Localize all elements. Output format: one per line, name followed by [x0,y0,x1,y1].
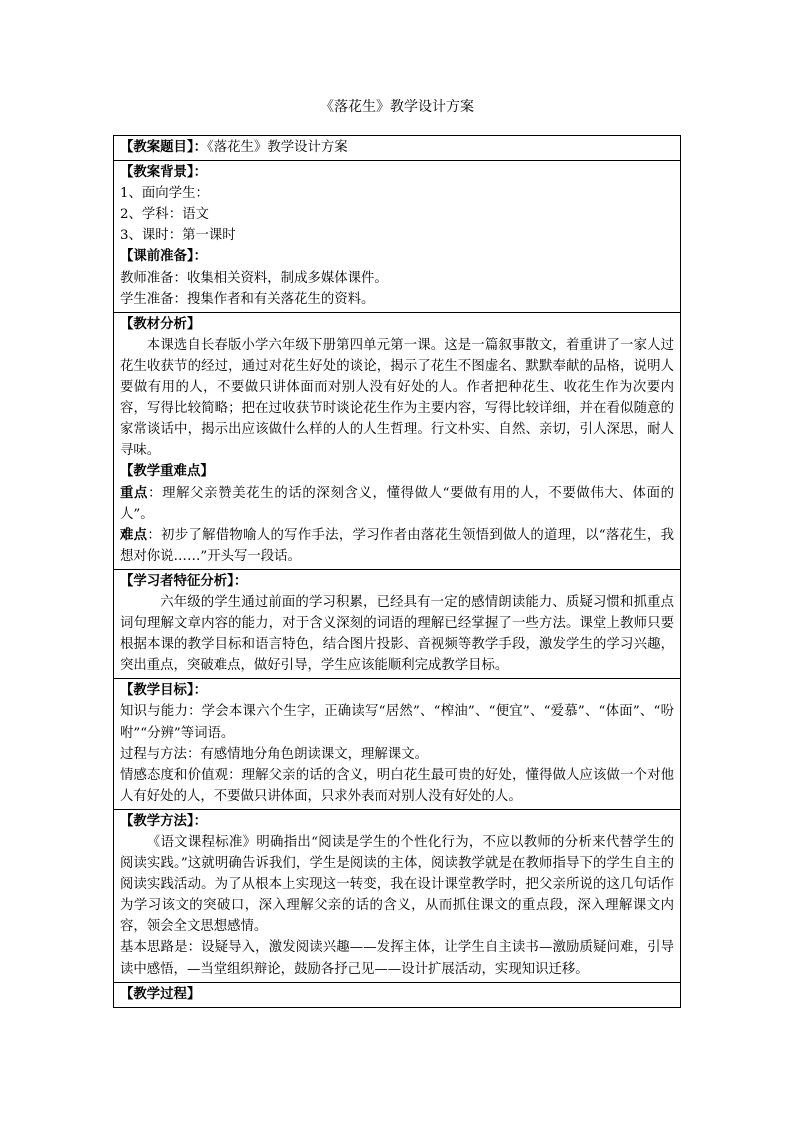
topic-heading: 【教案题目】： [120,139,208,155]
goal-item: 过程与方法：有感情地分角色朗读课文，理解课文。 [120,746,428,762]
row-methods [114,809,681,982]
prep-heading: 【课前准备】： [120,248,208,265]
cell-learners [114,569,681,678]
learners-heading: 【学习者特征分析】： [120,572,248,589]
methods-heading: 【教学方法】： [120,812,208,829]
goal-item: 情感态度和价值观：理解父亲的话的含义，明白花生最可贵的好处，懂得做人应该做一个对他人有好处的人，不要做只讲体面，只求外表而对别人没有好处的人。 [120,767,674,804]
prep-line: 学生准备：搜集作者和有关落花生的资料。 [120,291,375,307]
process-heading: 【教学过程】 [120,985,201,1002]
difficulty-text: ：初步了解借物喻人的写作手法，学习作者由落花生领悟到做人的道理，以“落花生，我想对你说……”开头写一段话。 [120,527,675,564]
cell-process [114,982,681,1007]
cell-background [114,161,681,313]
focus-text: ：理解父亲赞美花生的话的深刻含义，懂得做人“要做有用的人，不要做伟大、体面的人”。 [120,485,675,522]
difficulty-paragraph [120,525,674,567]
focus-paragraph [120,483,674,525]
row-process [114,982,681,1007]
lesson-plan-table [113,135,681,1008]
document-title: 《落花生》教学设计方案 [320,99,474,115]
background-heading: 【教案背景】： [120,164,208,181]
analysis-text: 本课选自长春版小学六年级下册第四单元第一课。这是一篇叙事散文，着重讲了一家人过花生收获节的经过，通过对花生好处的谈论，揭示了花生不图虚名、默默奉献的品格，说明人要做有用的人，不要做只讲体面而对别人没有好处的人。作者把种花生、收花生作为次要内容，写得比较简略；把在过收获节时谈论花生作为主要内容，写得比较详细，并在看似随意的家常谈话中，揭示出应该做什么样的人的人生哲理。行文朴实、自然、亲切，引人深思，耐人寻味。 [120,337,674,459]
difficulty-label: 难点 [120,526,148,543]
row-goals [114,679,681,810]
background-line: 2、学科：语文 [120,207,209,223]
row-analysis [114,312,681,569]
row-topic [114,136,681,161]
cell-analysis [114,312,681,569]
keypoints-heading: 【教学重难点】 [120,463,214,480]
methods-paragraph: 《语文课程标准》明确指出“阅读是学生的个性化行为，不应以教师的分析来代替学生的阅读实践。”这就明确告诉我们，学生是阅读的主体，阅读教学就是在教师指导下的学生自主的阅读实践活动。为了从根本上实现这一转变，我在设计课堂教学时，把父亲所说的这几句话作为学习该文的突破口，深入理解父亲的话的含义，从而抓住课文的重点段，深入理解课文内容，领会全文思想感情。 [120,835,674,935]
background-line: 1、面向学生： [120,186,209,202]
goals-heading: 【教学目标】： [120,682,208,699]
focus-label: 重点 [120,484,149,501]
goal-item: 知识与能力：学会本课六个生字，正确读写“居然”、“榨油”、“便宜”、“爱慕”、“体面”、“吩咐”“分辨”等词语。 [120,704,674,741]
cell-topic [114,136,681,161]
row-learners [114,569,681,678]
topic-text: 《落花生》教学设计方案 [207,140,348,155]
methods-approach: 基本思路是：设疑导入，激发阅读兴趣——发挥主体，让学生自主读书—激励质疑问难，引导读中感悟，—当堂组织辩论，鼓励各抒己见——设计扩展活动，实现知识迁移。 [120,940,674,977]
prep-line: 教师准备：收集相关资料，制成多媒体课件。 [120,270,388,286]
cell-goals [114,679,681,810]
cell-methods [114,809,681,982]
learners-text: 六年级的学生通过前面的学习积累，已经具有一定的感情朗读能力、质疑习惯和抓重点词句理解文章内容的能力，对于含义深刻的词语的理解已经掌握了一些方法。课堂上教师只要根据本课的教学目标和语言特色，结合图片投影、音视频等教学手段，激发学生的学习兴趣，突出重点，突破难点，做好引导，学生应该能顺利完成教学目标。 [120,594,674,674]
background-line: 3、课时：第一课时 [120,228,236,244]
row-background [114,161,681,313]
analysis-heading: 【教材分析】 [120,315,201,332]
